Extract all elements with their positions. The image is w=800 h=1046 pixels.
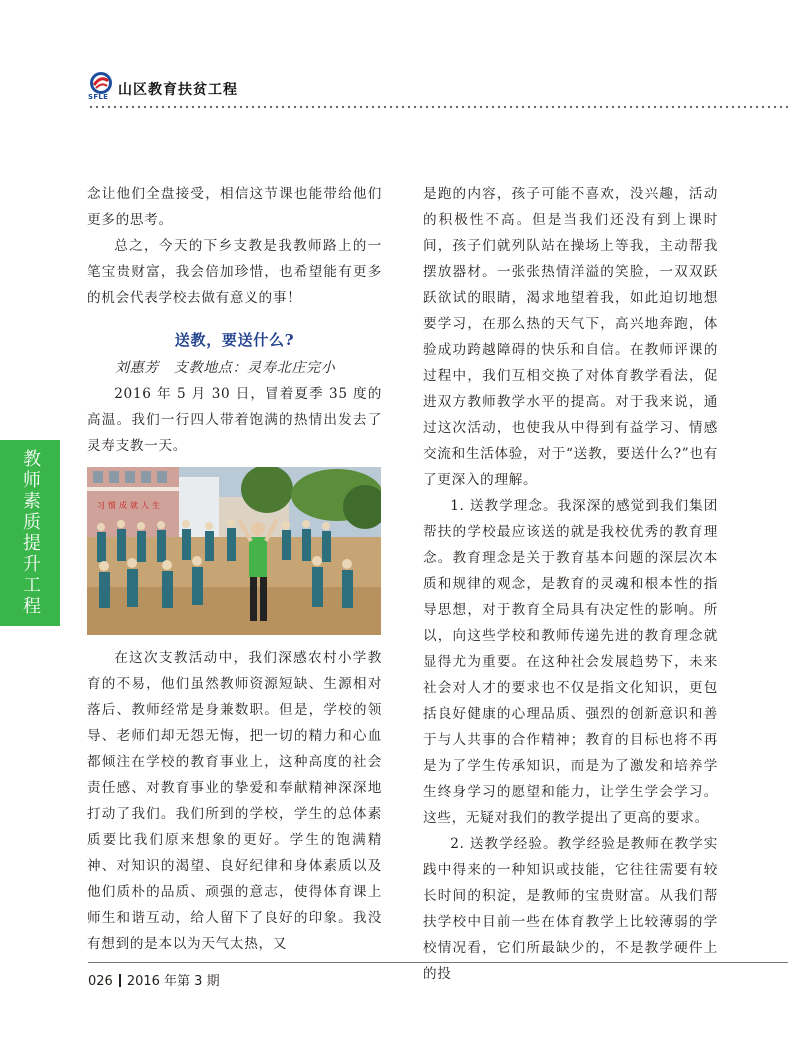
footer-divider (88, 962, 788, 963)
paragraph: 总之，今天的下乡支教是我教师路上的一笔宝贵财富，我会倍加珍惜，也希望能有更多的机会代表学校去做有意义的事！ (87, 238, 382, 306)
left-column (87, 181, 382, 957)
logo-text: SFLE (88, 93, 109, 101)
paragraph: 念让他们全盘接受，相信这节课也能带给他们更多的思考。 (87, 186, 382, 228)
side-section-tab (0, 440, 60, 626)
right-column (423, 181, 718, 987)
paragraph: 2. 送教学经验。教学经验是教师在教学实践中得来的一种知识或技能，它往往需要有较长时间的积淀，是教师的宝贵财富。从我们帮扶学校中目前一些在体育教学上比较薄弱的学校情况看，它们所最缺少的，不是教学硬件上的投 (423, 836, 718, 982)
footer (88, 970, 220, 989)
paragraph: 1. 送教学理念。我深深的感觉到我们集团帮扶的学校最应该送的就是我校优秀的教育理念。教育理念是关于教育基本问题的深层次本质和规律的观念，是教育的灵魂和根本性的指导思想，对于教育全局具有决定性的影响。所以，向这些学校和教师传递先进的教育理念就显得尤为重要。在这种社会发展趋势下，未来社会对人才的要求也不仅是指文化知识，更包括良好健康的心理品质、强烈的创新意识和善于与人共事的合作精神；教育的目标也将不再是为了学生传承知识，而是为了激发和培养学生终身学习的愿望和能力，让学生学会学习。这些，无疑对我们的教学提出了更高的要求。 (423, 498, 718, 826)
paragraph: 2016 年 5 月 30 日，冒着夏季 35 度的高温。我们一行四人带着饱满的热情出发去了灵寿支教一天。 (87, 386, 382, 454)
paragraph: 是跑的内容，孩子可能不喜欢，没兴趣，活动的积极性不高。但是当我们还没有到上课时间，孩子们就列队站在操场上等我，主动帮我摆放器材。一张张热情洋溢的笑脸，一双双跃跃欲试的眼睛，渴求地望着我，如此迫切地想要学习，在那么热的天气下，高兴地奔跑，体验成功跨越障碍的快乐和自信。在教师评课的过程中，我们互相交换了对体育教学看法，促进双方教师教学水平的提高。对于我来说，通过这次活动，也使我从中得到有益学习、情感交流和生活体验，对于“送教，要送什么?”也有了更深入的理解。 (423, 186, 718, 488)
article-title: 送教，要送什么? (174, 331, 295, 349)
paragraph: 在这次支教活动中，我们深感农村小学教育的不易，他们虽然教师资源短缺、生源相对落后、教师经常是身兼数职。但是，学校的领导、老师们却无怨无悔，把一切的精力和心血都倾注在学校的教育事业上，这种高度的社会责任感、对教育事业的挚爱和奉献精神深深地打动了我们。我们所到的学校，学生的总体素质要比我们原来想象的更好。学生的饱满精神、对知识的渴望、良好纪律和身体素质以及他们质朴的品质、顽强的意志，使得体育课上师生和谐互动，给人留下了良好的印象。我没有想到的是本以为天气太热，又 (87, 650, 382, 952)
side-tab-label: 教师素质提升工程 (20, 449, 41, 617)
school-playground-photo (87, 467, 381, 635)
article-byline: 刘惠芳 支教地点：灵寿北庄完小 (115, 360, 336, 376)
footer-separator (119, 974, 121, 987)
page-number: 026 (88, 974, 113, 989)
header-dotted-divider (88, 104, 788, 110)
section-header-title: 山区教育扶贫工程 (118, 82, 238, 98)
students-figures (87, 467, 381, 635)
photo-banner-text: 习惯成就人生 (97, 501, 163, 510)
sfle-logo-icon (90, 72, 112, 94)
issue-label: 2016 年第 3 期 (126, 974, 220, 989)
